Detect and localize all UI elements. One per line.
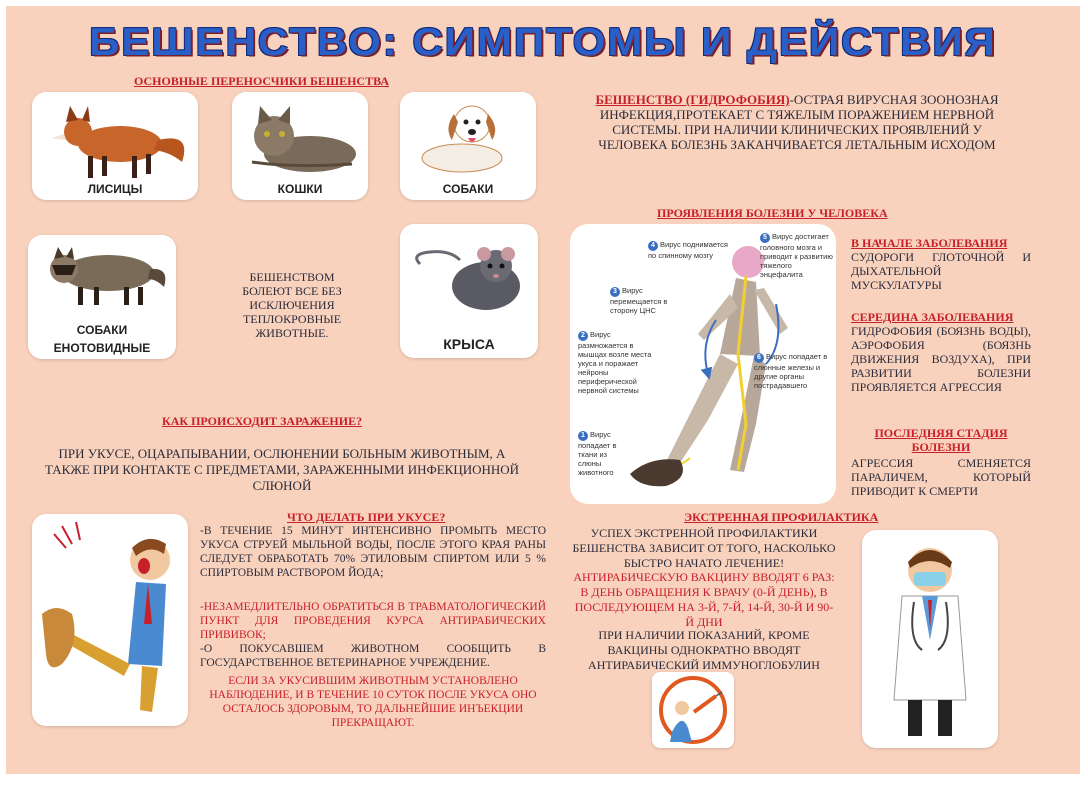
carriers-note: БЕШЕНСТВОМ БОЛЕЮТ ВСЕ БЕЗ ИСКЛЮЧЕНИЯ ТЕПЛОКРОВНЫЕ ЖИВОТНЫЕ.	[242, 270, 342, 340]
prophylaxis-heading: ЭКСТРЕННАЯ ПРОФИЛАКТИКА	[684, 510, 879, 524]
doctor-icon	[862, 530, 998, 748]
vaccine-card	[652, 672, 734, 748]
intro-definition	[592, 92, 1002, 152]
infection-heading: КАК ПРОИСХОДИТ ЗАРАЖЕНИЕ?	[162, 414, 363, 428]
dog-caption: СОБАКИ	[442, 182, 494, 196]
infection-diagram	[570, 224, 836, 504]
manifest-heading: ПРОЯВЛЕНИЯ БОЛЕЗНИ У ЧЕЛОВЕКА	[657, 206, 888, 220]
fox-card	[32, 92, 198, 200]
bite-illustration-card	[32, 514, 188, 726]
middle-stage-heading: СЕРЕДИНА ЗАБОЛЕВАНИЯ	[851, 310, 1014, 324]
bite-heading: ЧТО ДЕЛАТЬ ПРИ УКУСЕ?	[287, 510, 446, 524]
dog-card	[400, 92, 536, 200]
bite-step-2: -НЕЗАМЕДЛИТЕЛЬНО ОБРАТИТЬСЯ В ТРАВМАТОЛОГИЧЕСКИЙ ПУНКТ ДЛЯ ПРОВЕДЕНИЯ КУРСА АНТИРАБИЧЕСКИХ ПРИВИВОК;	[200, 601, 546, 641]
cat-caption: КОШКИ	[277, 182, 323, 196]
fox-caption: ЛИСИЦЫ	[87, 182, 143, 196]
diagram-step-2: 2 Вирус размножается в мышцах возле места укуса и поражает нейроны периферической нервной системы	[578, 330, 652, 395]
last-stage-text: АГРЕССИЯ СМЕНЯЕТСЯ ПАРАЛИЧЕМ, КОТОРЫЙ ПРИВОДИТ К СМЕРТИ	[851, 456, 1031, 498]
bitten-man-icon	[32, 514, 188, 726]
syringe-icon	[652, 672, 734, 748]
diagram-step-3: 3 Вирус перемещается в сторону ЦНС	[610, 286, 668, 315]
early-stage-text: СУДОРОГИ ГЛОТОЧНОЙ И ДЫХАТЕЛЬНОЙ МУСКУЛАТУРЫ	[851, 250, 1031, 292]
diagram-step-1: 1 Вирус попадает в ткани из слюны животного	[578, 430, 617, 477]
prophylaxis-text-3: ПРИ НАЛИЧИИ ПОКАЗАНИЙ, КРОМЕ ВАКЦИНЫ ОДНОКРАТНО ВВОДЯТ АНТИРАБИЧЕСКИЙ ИММУНОГЛОБУЛИН	[588, 628, 820, 672]
diagram-step-6: 6 Вирус попадает в слюнные железы и другие органы пострадавшего	[754, 352, 828, 390]
diagram-step-5: 5 Вирус достигает головного мозга и приводит к развитию тяжелого энцефалита	[760, 232, 833, 279]
doctor-card	[862, 530, 998, 748]
prophylaxis-schedule: АНТИРАБИЧЕСКУЮ ВАКЦИНУ ВВОДЯТ 6 РАЗ: В ДЕНЬ ОБРАЩЕНИЯ К ВРАЧУ (0-Й ДЕНЬ), В ПОСЛЕДУЮЩЕМ НА 3-Й, 7-Й, 14-Й, 30-Й И 90-Й ДНИ	[573, 570, 835, 629]
intro-text: -ОСТРАЯ ВИРУСНАЯ ЗООНОЗНАЯ ИНФЕКЦИЯ,ПРОТЕКАЕТ С ТЯЖЕЛЫМ ПОРАЖЕНИЕМ НЕРВНОЙ СИСТЕМЫ. ПРИ НАЛИЧИИ КЛИНИЧЕСКИХ ПРОЯВЛЕНИЙ У ЧЕЛОВЕКА БОЛЕЗНЬ ЗАКАНЧИВАЕТСЯ ЛЕТАЛЬНЫМ ИСХОДОМ	[598, 92, 999, 152]
early-stage-heading: В НАЧАЛЕ ЗАБОЛЕВАНИЯ	[851, 236, 1008, 250]
middle-stage-text: ГИДРОФОБИЯ (БОЯЗНЬ ВОДЫ), АЭРОФОБИЯ (БОЯЗНЬ ДВИЖЕНИЯ ВОЗДУХА), ПРИ РАЗВИТИИ БОЛЕЗНИ ПРОЯВЛЯЕТСЯ АГРЕССИЯ	[851, 324, 1031, 394]
bite-observation-note: ЕСЛИ ЗА УКУСИВШИМ ЖИВОТНЫМ УСТАНОВЛЕНО НАБЛЮДЕНИЕ, И В ТЕЧЕНИЕ 10 СУТОК ПОСЛЕ УКУСА ОНО ОСТАЛОСЬ ЗДОРОВЫМ, ТО ДАЛЬНЕЙШИЕ ИНЪЕКЦИИ ПРЕКРАЩАЮТ.	[209, 675, 537, 729]
prophylaxis-text-1: УСПЕХ ЭКСТРЕННОЙ ПРОФИЛАКТИКИ БЕШЕНСТВА ЗАВИСИТ ОТ ТОГО, НАСКОЛЬКО БЫСТРО НАЧАТО ЛЕЧЕНИЕ!	[572, 526, 836, 570]
infection-text: ПРИ УКУСЕ, ОЦАРАПЫВАНИИ, ОСЛЮНЕНИИ БОЛЬНЫМ ЖИВОТНЫМ, А ТАКЖЕ ПРИ КОНТАКТЕ С ПРЕДМЕТАМИ, ЗАРАЖЕННЫМИ ИНФЕКЦИОННОЙ СЛЮНОЙ	[44, 446, 520, 493]
raccoon-dog-card	[28, 235, 176, 359]
poster	[6, 6, 1080, 774]
intro-term: БЕШЕНСТВО (ГИДРОФОБИЯ)	[595, 92, 790, 107]
diagram-step-4: 4 Вирус поднимается по спинному мозгу	[648, 240, 728, 260]
bite-step-3: -О ПОКУСАВШЕМ ЖИВОТНОМ СООБЩИТЬ В ГОСУДАРСТВЕННОЕ ВЕТЕРИНАРНОЕ УЧРЕЖДЕНИЕ.	[200, 643, 546, 669]
bite-step-1: -В ТЕЧЕНИЕ 15 МИНУТ ИНТЕНСИВНО ПРОМЫТЬ МЕСТО УКУСА СТРУЕЙ МЫЛЬНОЙ ВОДЫ, ПОСЛЕ ЭТОГО КРАЯ РАНЫ СЛЕДУЕТ ОБРАБОТАТЬ 70% ЭТИЛОВЫМ СПИРТОМ ИЛИ 5 % СПИРТОВЫМ РАСТВОРОМ ЙОДА;	[200, 525, 546, 579]
page-title: БЕШЕНСТВО: СИМПТОМЫ И ДЕЙСТВИЯ	[89, 19, 997, 64]
raccoon-dog-caption: СОБАКИ ЕНОТОВИДНЫЕ	[53, 323, 151, 355]
last-stage-heading: ПОСЛЕДНЯЯ СТАДИЯ БОЛЕЗНИ	[874, 426, 1008, 454]
rat-caption: КРЫСА	[443, 336, 495, 352]
cat-card	[232, 92, 368, 200]
rat-card	[400, 224, 538, 358]
carriers-heading: ОСНОВНЫЕ ПЕРЕНОСЧИКИ БЕШЕНСТВА	[134, 74, 390, 88]
